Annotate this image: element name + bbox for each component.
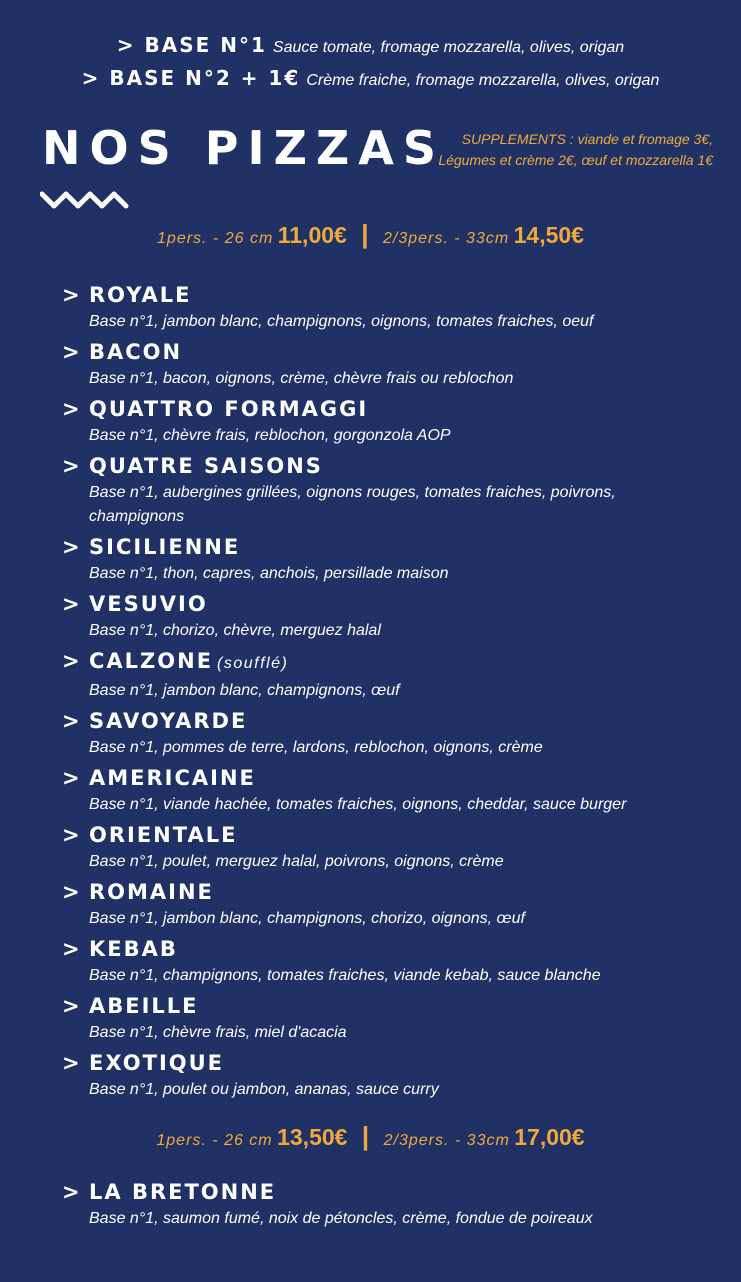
menu-item <box>62 706 712 760</box>
price-row-standard <box>0 219 741 250</box>
price-separator: | <box>361 1121 370 1151</box>
arrow-icon: > <box>62 592 82 616</box>
pizza-description: Base n°1, bacon, oignons, crème, chèvre frais ou reblochon <box>89 370 514 387</box>
pizza-name: ORIENTALE <box>89 823 238 847</box>
pizza-name-line <box>62 532 712 562</box>
page-title: NOS PIZZAS <box>42 121 446 175</box>
arrow-icon: > <box>62 1051 82 1075</box>
large-size-price: 14,50€ <box>513 222 584 248</box>
pizza-name: QUATRE SAISONS <box>89 454 323 478</box>
menu-item <box>62 877 712 931</box>
pizza-name-line <box>62 991 712 1021</box>
pizza-name: QUATTRO FORMAGGI <box>89 397 369 421</box>
pizza-note: (soufflé) <box>217 655 289 672</box>
pizza-name-line <box>62 1177 712 1207</box>
arrow-icon: > <box>62 880 82 904</box>
base-2-label: > BASE N°2 + 1€ <box>81 66 301 90</box>
pizza-name: SICILIENNE <box>89 535 241 559</box>
menu-item <box>62 1048 712 1102</box>
pizza-name: ROMAINE <box>89 880 214 904</box>
pizza-name: SAVOYARDE <box>89 709 248 733</box>
pizza-name: KEBAB <box>89 937 178 961</box>
menu-item <box>62 394 712 448</box>
base-1-line <box>0 30 741 63</box>
pizza-name-line <box>62 337 712 367</box>
pizza-name-line <box>62 934 712 964</box>
arrow-icon: > <box>62 340 82 364</box>
pizza-name: EXOTIQUE <box>89 1051 225 1075</box>
menu-item <box>62 820 712 874</box>
menu-item <box>62 1177 712 1231</box>
price-separator: | <box>361 219 369 249</box>
pizza-name: ABEILLE <box>89 994 199 1018</box>
pizza-description: Base n°1, poulet ou jambon, ananas, sauce curry <box>89 1081 439 1098</box>
arrow-icon: > <box>62 823 82 847</box>
menu-item <box>62 337 712 391</box>
pizza-name-line <box>62 763 712 793</box>
pizza-description: Base n°1, chorizo, chèvre, merguez halal <box>89 622 381 639</box>
arrow-icon: > <box>62 1180 82 1204</box>
pizza-name: LA BRETONNE <box>89 1180 277 1204</box>
menu-item <box>62 646 712 703</box>
pizza-description: Base n°1, viande hachée, tomates fraiches, oignons, cheddar, sauce burger <box>89 796 627 813</box>
arrow-icon: > <box>62 994 82 1018</box>
pizza-name-line <box>62 280 712 310</box>
supplements-line-2: Légumes et crème 2€, œuf et mozzarella 1€ <box>438 152 713 168</box>
small-size-label: 1pers. - 26 cm <box>156 1132 273 1149</box>
pizza-name: CALZONE <box>89 649 214 673</box>
pizza-list <box>62 280 712 1105</box>
price-row-premium <box>0 1121 741 1152</box>
small-size-label: 1pers. - 26 cm <box>157 230 274 247</box>
small-size-price: 11,00€ <box>277 222 347 248</box>
supplements-note <box>438 129 713 171</box>
pizza-description: Base n°1, chèvre frais, reblochon, gorgonzola AOP <box>89 427 451 444</box>
zigzag-wave-icon <box>40 188 130 212</box>
pizza-description: Base n°1, jambon blanc, champignons, oignons, tomates fraiches, oeuf <box>89 313 594 330</box>
pizza-name-line <box>62 451 712 481</box>
pizza-name: ROYALE <box>89 283 192 307</box>
menu-item <box>62 934 712 988</box>
arrow-icon: > <box>62 397 82 421</box>
small-size-price: 13,50€ <box>277 1124 348 1150</box>
pizza-name: AMERICAINE <box>89 766 256 790</box>
arrow-icon: > <box>62 937 82 961</box>
base-2-desc: Crème fraiche, fromage mozzarella, olives, origan <box>306 72 660 89</box>
menu-item <box>62 532 712 586</box>
arrow-icon: > <box>62 649 82 673</box>
pizza-description: Base n°1, aubergines grillées, oignons rouges, tomates fraiches, poivrons, champignons <box>89 484 616 525</box>
base-1-label: > BASE N°1 <box>116 33 267 57</box>
pizza-name-line <box>62 646 712 679</box>
pizza-name-line <box>62 877 712 907</box>
pizza-name-line <box>62 820 712 850</box>
menu-item <box>62 451 712 529</box>
arrow-icon: > <box>62 454 82 478</box>
menu-item <box>62 589 712 643</box>
pizza-name-line <box>62 1048 712 1078</box>
pizza-description: Base n°1, pommes de terre, lardons, reblochon, oignons, crème <box>89 739 543 756</box>
pizza-description: Base n°1, champignons, tomates fraiches, viande kebab, sauce blanche <box>89 967 601 984</box>
pizza-description: Base n°1, chèvre frais, miel d'acacia <box>89 1024 347 1041</box>
pizza-name-line <box>62 589 712 619</box>
arrow-icon: > <box>62 766 82 790</box>
menu-item <box>62 763 712 817</box>
pizza-name: BACON <box>89 340 183 364</box>
premium-pizza-list <box>62 1177 712 1234</box>
pizza-name: VESUVIO <box>89 592 208 616</box>
base-1-desc: Sauce tomate, fromage mozzarella, olives, origan <box>272 39 625 56</box>
pizza-name-line <box>62 706 712 736</box>
large-size-price: 17,00€ <box>514 1124 585 1150</box>
menu-item <box>62 280 712 334</box>
arrow-icon: > <box>62 535 82 559</box>
large-size-label: 2/3pers. - 33cm <box>383 1132 510 1149</box>
pizza-description: Base n°1, jambon blanc, champignons, œuf <box>89 682 400 699</box>
pizza-name-line <box>62 394 712 424</box>
menu-item <box>62 991 712 1045</box>
arrow-icon: > <box>62 709 82 733</box>
bases-section <box>0 30 741 96</box>
base-2-line <box>0 63 741 96</box>
pizza-description: Base n°1, jambon blanc, champignons, chorizo, oignons, œuf <box>89 910 525 927</box>
pizza-description: Base n°1, saumon fumé, noix de pétoncles, crème, fondue de poireaux <box>89 1210 593 1227</box>
pizza-description: Base n°1, poulet, merguez halal, poivrons, oignons, crème <box>89 853 504 870</box>
supplements-line-1: SUPPLEMENTS : viande et fromage 3€, <box>461 131 713 147</box>
arrow-icon: > <box>62 283 82 307</box>
pizza-description: Base n°1, thon, capres, anchois, persillade maison <box>89 565 449 582</box>
large-size-label: 2/3pers. - 33cm <box>383 230 510 247</box>
